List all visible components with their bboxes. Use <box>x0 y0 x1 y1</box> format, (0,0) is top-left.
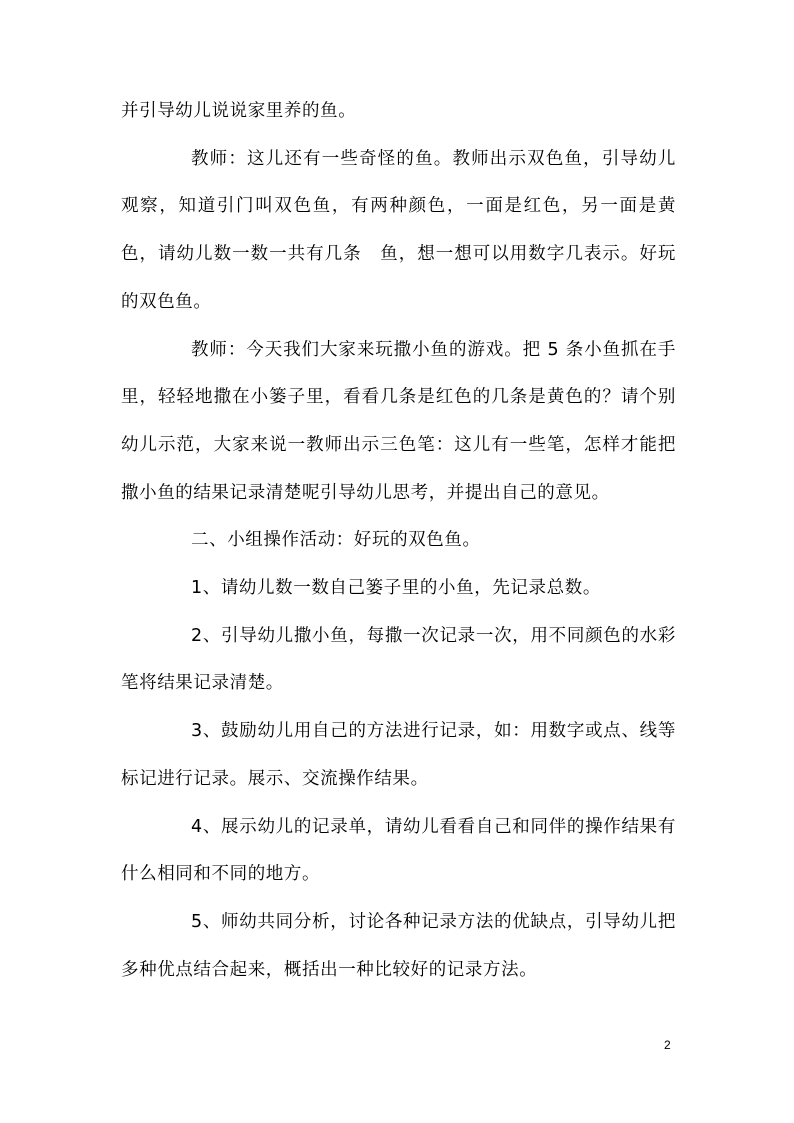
paragraph-2: 教师：这儿还有一些奇怪的鱼。教师出示双色鱼，引导幼儿观察，知道引门叫双色鱼，有两种颜色，一面是红色，另一面是黄色，请幼儿数一数一共有几条 鱼，想一想可以用数字几表示。好玩的双色鱼。 <box>121 148 676 312</box>
paragraph-3: 教师：今天我们大家来玩撒小鱼的游戏。把 5 条小鱼抓在手里，轻轻地撒在小篓子里，看看几条是红色的几条是黄色的？请个别幼儿示范，大家来说一教师出示三色笔：这儿有一些笔，怎样才能把撒小鱼的结果记录清楚呢引导幼儿思考，并提出自己的意见。 <box>121 339 676 503</box>
section-heading: 二、小组操作活动：好玩的双色鱼。 <box>191 530 481 551</box>
list-item-5: 5、师幼共同分析，讨论各种记录方法的优缺点，引导幼儿把多种优点结合起来，概括出一种比较好的记录方法。 <box>121 911 676 980</box>
document-body <box>121 88 676 994</box>
list-item-1: 1、请幼儿数一数自己篓子里的小鱼，先记录总数。 <box>191 578 601 599</box>
list-item-2: 2、引导幼儿撒小鱼，每撒一次记录一次，用不同颜色的水彩笔将结果记录清楚。 <box>121 625 676 694</box>
page-number: 2 <box>664 1038 671 1052</box>
paragraph-1: 并引导幼儿说说家里养的鱼。 <box>121 101 357 121</box>
list-item-4: 4、展示幼儿的记录单，请幼儿看看自己和同伴的操作结果有什么相同和不同的地方。 <box>121 816 676 885</box>
list-item-3: 3、鼓励幼儿用自己的方法进行记录，如：用数字或点、线等标记进行记录。展示、交流操作结果。 <box>121 721 676 789</box>
